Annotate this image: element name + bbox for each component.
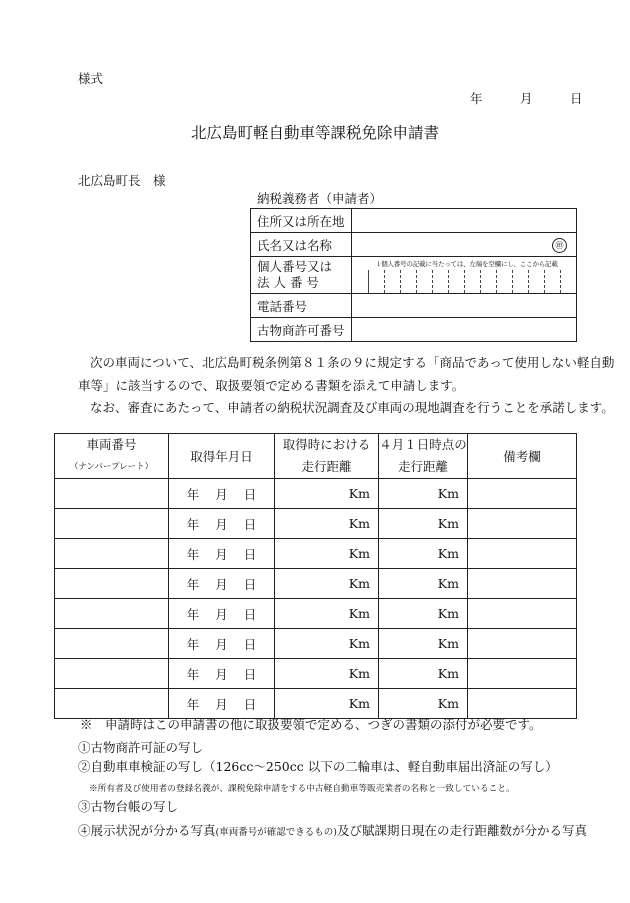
applicant-table: [250, 208, 577, 342]
note-item-2-sub: ※所有者及び使用者の登録名義が、課税免除申請をする中古軽自動車等販売業者の名称と一致していること。: [89, 784, 515, 794]
header-distance-april-1: ４月１日時点の 走行距離: [379, 434, 468, 479]
vehicle-number-cell[interactable]: [55, 539, 169, 569]
id-number-field[interactable]: [352, 257, 577, 294]
distance-acquisition-cell[interactable]: Km: [275, 569, 379, 599]
vehicle-number-cell[interactable]: [55, 479, 169, 509]
phone-field[interactable]: [352, 294, 577, 318]
name-label: 氏名又は名称: [251, 233, 352, 257]
phone-label: 電話番号: [251, 294, 352, 318]
remarks-cell[interactable]: [468, 689, 577, 719]
phone-row: [251, 294, 577, 318]
applicant-heading: 納税義務者（申請者）: [257, 191, 383, 206]
address-label: 住所又は所在地: [251, 209, 352, 233]
remarks-cell[interactable]: [468, 659, 577, 689]
acquisition-date-cell[interactable]: 年 月 日: [169, 479, 275, 509]
distance-april-cell[interactable]: Km: [379, 539, 468, 569]
name-field[interactable]: [352, 233, 577, 257]
header-remarks: 備考欄: [468, 434, 577, 479]
note-item-4: ④展示状況が分かる写真(車両番号が確認できるもの)及び賦課期日現在の走行距離数が分かる写真: [78, 823, 587, 838]
remarks-cell[interactable]: [468, 599, 577, 629]
acquisition-date-cell[interactable]: 年 月 日: [169, 659, 275, 689]
vehicle-number-cell[interactable]: [55, 599, 169, 629]
vehicle-number-cell[interactable]: [55, 509, 169, 539]
header-vehicle-number: 車両番号 （ナンバープレート）: [55, 434, 169, 479]
table-row: [55, 479, 577, 509]
table-row: [55, 569, 577, 599]
distance-acquisition-cell[interactable]: Km: [275, 599, 379, 629]
table-row: [55, 539, 577, 569]
table-row: [55, 659, 577, 689]
date-line: 年 月 日: [470, 91, 583, 106]
note-item-3: ③古物台帳の写し: [78, 799, 179, 814]
distance-april-cell[interactable]: Km: [379, 599, 468, 629]
vehicle-number-cell[interactable]: [55, 689, 169, 719]
permit-row: [251, 318, 577, 342]
vehicle-number-cell[interactable]: [55, 659, 169, 689]
distance-april-cell[interactable]: Km: [379, 479, 468, 509]
distance-april-cell[interactable]: Km: [379, 659, 468, 689]
acquisition-date-cell[interactable]: 年 月 日: [169, 599, 275, 629]
addressee: 北広島町長 様: [78, 173, 166, 188]
distance-acquisition-cell[interactable]: Km: [275, 629, 379, 659]
distance-april-cell[interactable]: Km: [379, 569, 468, 599]
body-paragraph-1-line-2: 車等」に該当するので、取扱要領で定める書類を添えて申請します。: [78, 378, 465, 393]
remarks-cell[interactable]: [468, 569, 577, 599]
acquisition-date-cell[interactable]: 年 月 日: [169, 569, 275, 599]
address-row: [251, 209, 577, 233]
remarks-cell[interactable]: [468, 509, 577, 539]
header-acquisition-date: 取得年月日: [169, 434, 275, 479]
table-row: [55, 599, 577, 629]
remarks-cell[interactable]: [468, 539, 577, 569]
distance-april-cell[interactable]: Km: [379, 689, 468, 719]
acquisition-date-cell[interactable]: 年 月 日: [169, 629, 275, 659]
remarks-cell[interactable]: [468, 479, 577, 509]
note-item-1: ①古物商許可証の写し: [78, 740, 204, 755]
permit-field[interactable]: [352, 318, 577, 342]
table-row: [55, 629, 577, 659]
id-number-digit-boxes: [368, 270, 576, 293]
vehicle-table-header: [55, 434, 577, 479]
distance-acquisition-cell[interactable]: Km: [275, 659, 379, 689]
id-number-label: 個人番号又は 法 人 番 号: [251, 257, 352, 294]
form-label: 様式: [78, 71, 104, 86]
note-main: ※ 申請時はこの申請書の他に取扱要領で定める、つぎの書類の添付が必要です。: [80, 717, 542, 732]
vehicle-number-cell[interactable]: [55, 629, 169, 659]
note-item-2: ②自動車車検証の写し（126cc～250cc 以下の二輪車は、軽自動車届出済証の写し）: [78, 759, 558, 774]
vehicle-table: [54, 433, 577, 719]
remarks-cell[interactable]: [468, 629, 577, 659]
distance-april-cell[interactable]: Km: [379, 629, 468, 659]
permit-label: 古物商許可番号: [251, 318, 352, 342]
acquisition-date-cell[interactable]: 年 月 日: [169, 689, 275, 719]
seal-mark: ㊞: [552, 238, 567, 253]
table-row: [55, 509, 577, 539]
acquisition-date-cell[interactable]: 年 月 日: [169, 509, 275, 539]
body-paragraph-1-line-1: 次の車両について、北広島町税条例第８１条の９に規定する「商品であって使用しない軽自動: [90, 355, 615, 370]
distance-acquisition-cell[interactable]: Km: [275, 479, 379, 509]
distance-acquisition-cell[interactable]: Km: [275, 509, 379, 539]
vehicle-number-cell[interactable]: [55, 569, 169, 599]
body-paragraph-2: なお、審査にあたって、申請者の納税状況調査及び車両の現地調査を行うことを承諾します。: [90, 400, 614, 415]
document-title: 北広島町軽自動車等課税免除申請書: [190, 124, 439, 142]
id-number-row: [251, 257, 577, 294]
table-row: [55, 689, 577, 719]
distance-acquisition-cell[interactable]: Km: [275, 689, 379, 719]
name-row: [251, 233, 577, 257]
header-distance-at-acquisition: 取得時における 走行距離: [275, 434, 379, 479]
address-field[interactable]: [352, 209, 577, 233]
acquisition-date-cell[interactable]: 年 月 日: [169, 539, 275, 569]
distance-acquisition-cell[interactable]: Km: [275, 539, 379, 569]
id-number-note: ↓個人番号の記載に当たっては、左端を空欄にし、ここから記載: [376, 260, 558, 268]
distance-april-cell[interactable]: Km: [379, 509, 468, 539]
